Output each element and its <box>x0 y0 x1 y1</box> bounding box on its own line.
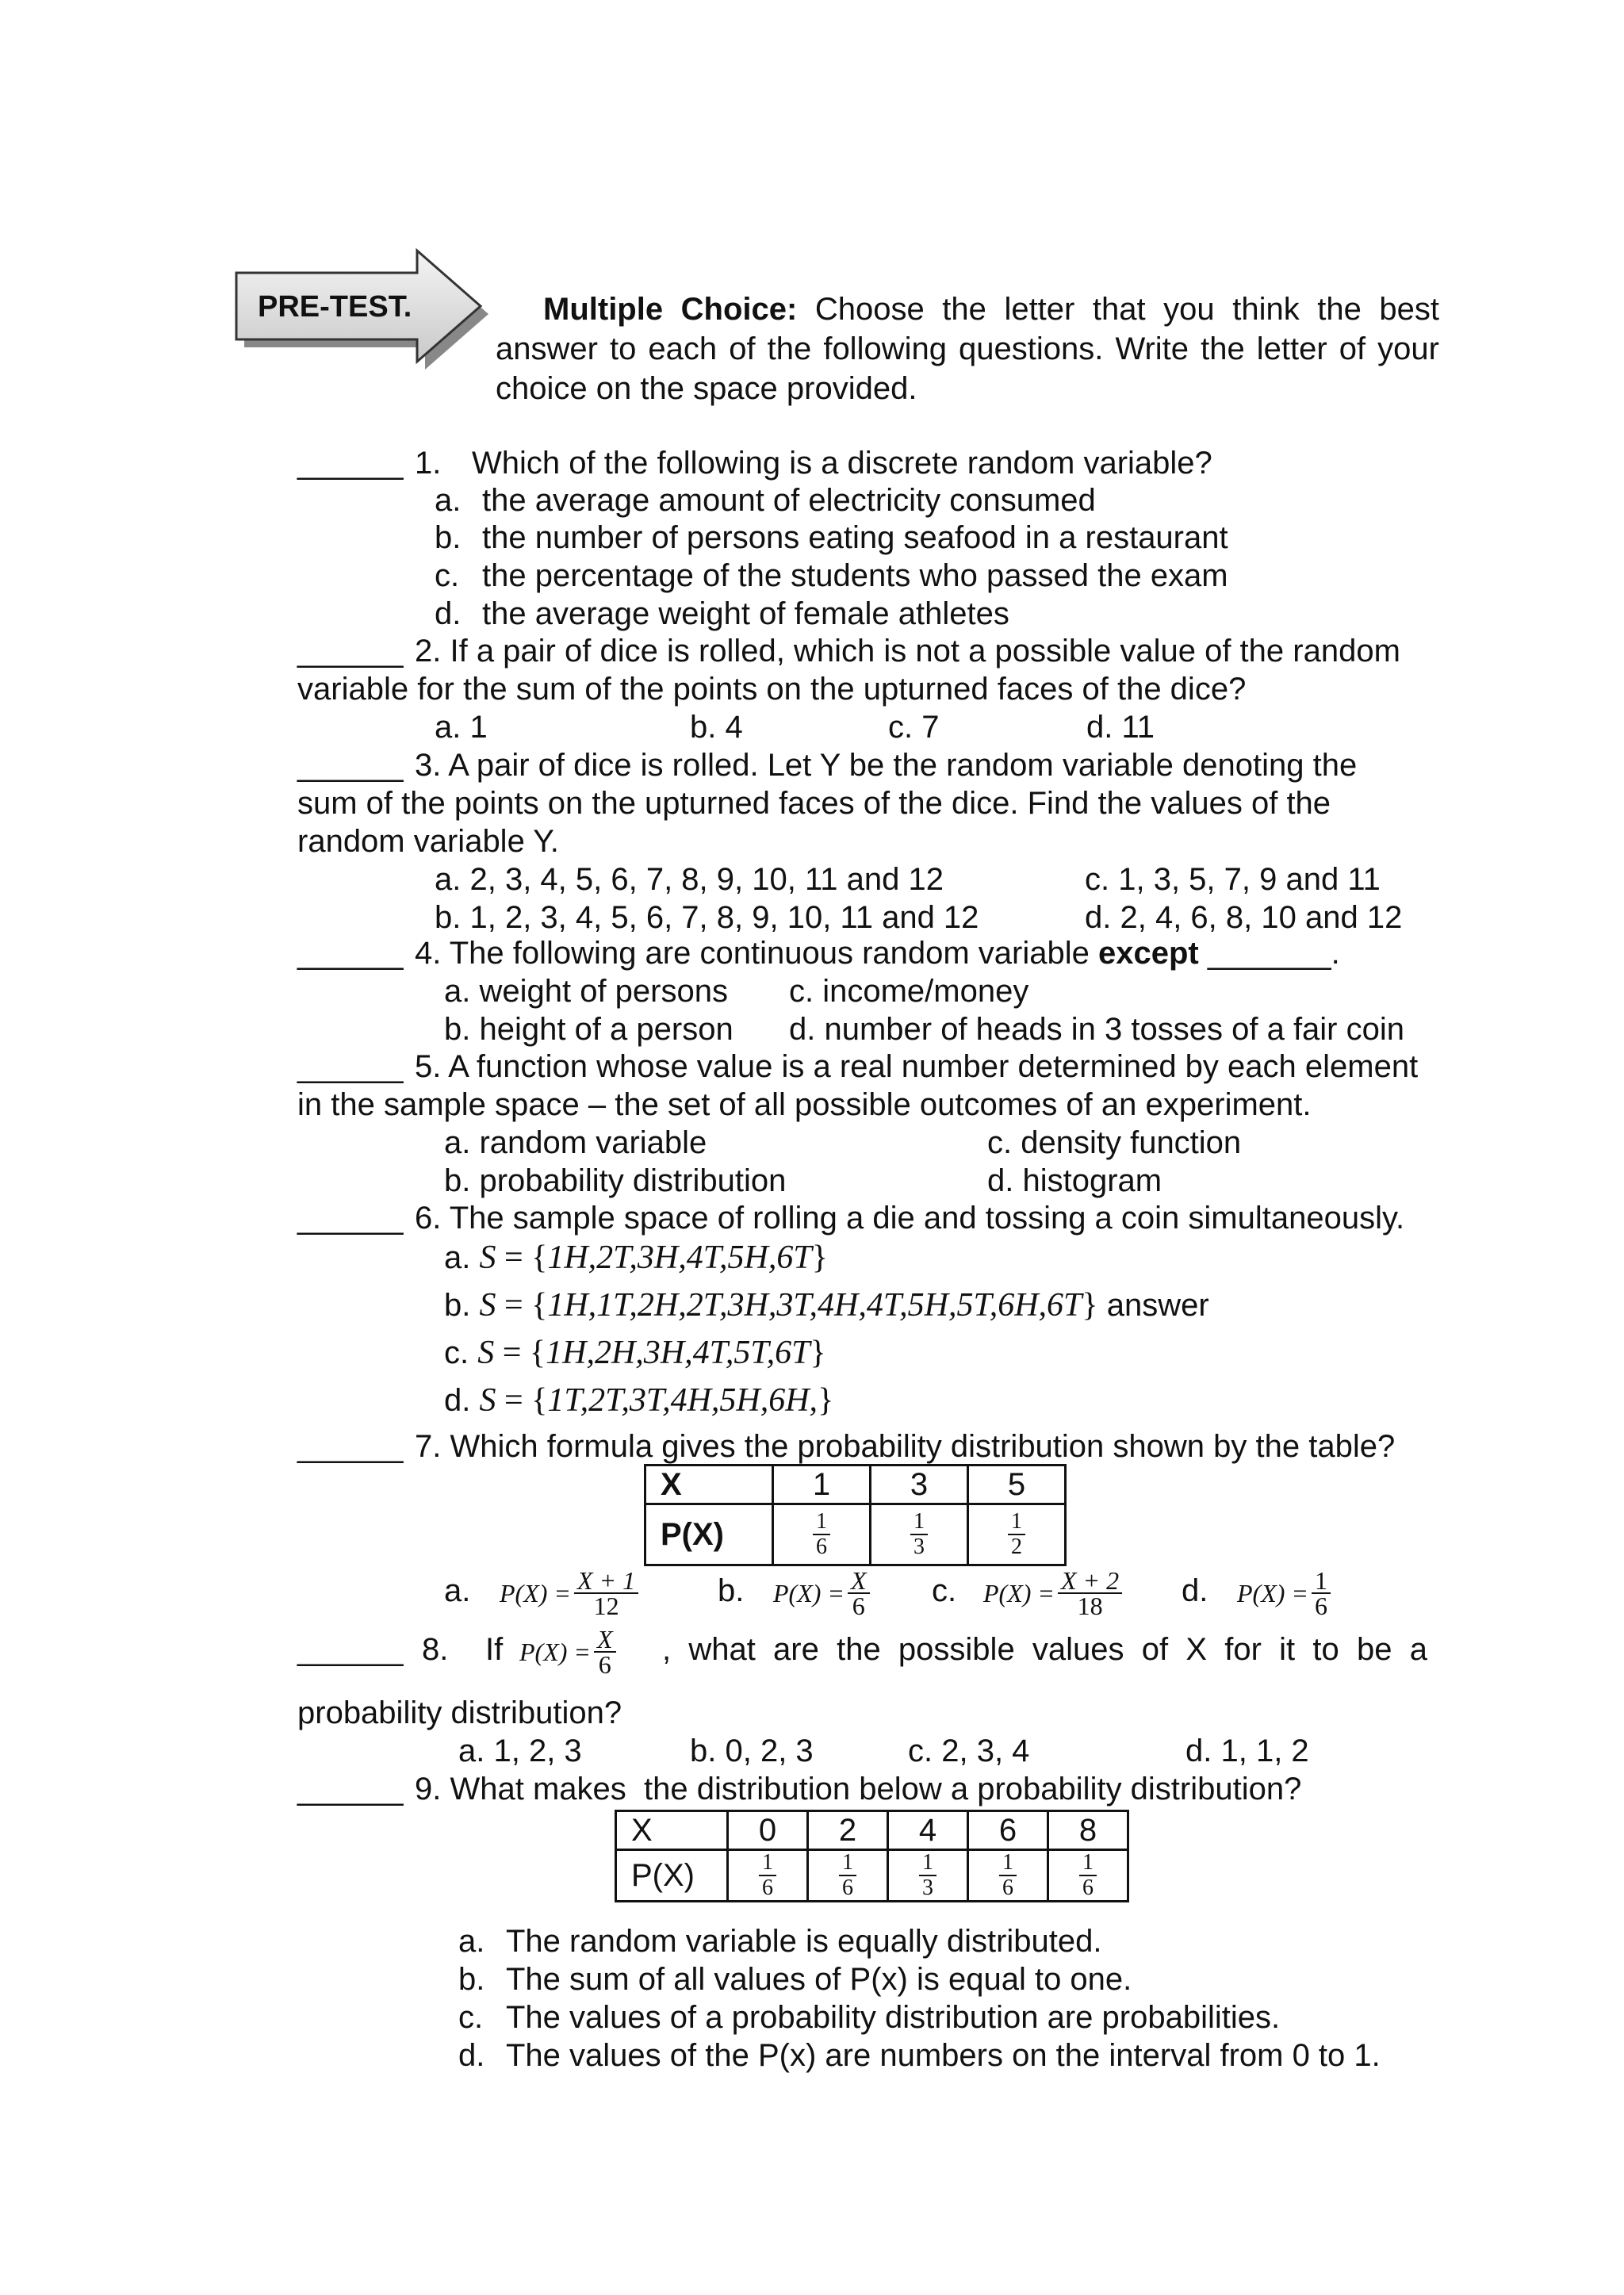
q7-p-numerator: 1 <box>1008 1510 1025 1535</box>
q6-option-d-letter: d. <box>444 1383 471 1418</box>
q4-question-except: except <box>1098 936 1199 971</box>
q9-p-denominator: 3 <box>922 1875 933 1900</box>
q9-p-numerator: 1 <box>999 1851 1017 1876</box>
q9-p-numerator: 1 <box>1079 1851 1097 1876</box>
q7-probability-table <box>644 1464 1067 1566</box>
q9-table-p-value <box>728 1850 808 1902</box>
q9-blank[interactable]: ______ <box>297 1772 404 1806</box>
q8-px-label: P(X) = <box>519 1637 591 1666</box>
q9-table-x-value: 4 <box>888 1811 968 1850</box>
q5-option-a: a. random variable <box>444 1125 707 1160</box>
q9-option-d-letter: d. <box>458 2038 485 2073</box>
q2-option-d: d. 11 <box>1086 710 1155 745</box>
q8-denominator: 6 <box>598 1650 611 1679</box>
q9-table-x-value: 8 <box>1048 1811 1128 1850</box>
q7-table-p-label: P(X) <box>645 1504 773 1565</box>
q7-px-label: P(X) = <box>983 1578 1055 1607</box>
q4-question-text: 4. The following are continuous random variable <box>415 936 1090 971</box>
q8-numerator: X <box>594 1627 616 1653</box>
q6-option-a <box>444 1239 828 1277</box>
q5-blank[interactable]: ______ <box>297 1049 404 1084</box>
q8-question: , what are the possible values of X for it to be a <box>662 1632 1427 1667</box>
q4-question-tail: _______. <box>1207 936 1340 971</box>
q8-number: 8. <box>422 1632 449 1667</box>
q7-table-p-value <box>968 1504 1066 1565</box>
instructions <box>496 289 1439 408</box>
instructions-line1: Choose the letter that you think the best <box>814 292 1439 327</box>
q7-blank[interactable]: ______ <box>297 1429 404 1464</box>
q7-table-p-row <box>645 1504 1066 1565</box>
q6-option-b-set: S = {1H,1T,2H,2T,3H,3T,4H,4T,5H,5T,6H,6T} <box>479 1287 1098 1324</box>
q7-option-a-numerator: X + 1 <box>574 1569 638 1594</box>
q9-table-x-value: 2 <box>808 1811 888 1850</box>
q6-option-c-letter: c. <box>444 1335 469 1370</box>
q2-option-b: b. 4 <box>690 710 743 745</box>
instructions-line2: answer to each of the following questions. Write the letter of your <box>496 331 1439 366</box>
q7-option-d-letter: d. <box>1182 1573 1208 1608</box>
q4-option-a: a. weight of persons <box>444 974 728 1009</box>
q7-p-numerator: 1 <box>813 1510 830 1535</box>
q8-option-b: b. 0, 2, 3 <box>690 1734 814 1768</box>
q6-blank[interactable]: ______ <box>297 1201 404 1236</box>
q9-table-p-row <box>616 1850 1128 1902</box>
q7-table-x-row <box>645 1466 1066 1504</box>
q7-option-b-numerator: X <box>848 1569 870 1594</box>
q3-option-c: c. 1, 3, 5, 7, 9 and 11 <box>1085 862 1381 897</box>
q8-if: If <box>485 1632 504 1667</box>
q7-p-denominator: 3 <box>914 1534 925 1559</box>
q7-option-c-denominator: 18 <box>1077 1592 1103 1620</box>
q3-question-line3: random variable Y. <box>297 824 559 859</box>
q4-question <box>415 934 1340 972</box>
q6-answer-note: answer <box>1106 1288 1209 1323</box>
q1-option-c: the percentage of the students who passed the exam <box>482 558 1228 593</box>
q3-option-d: d. 2, 4, 6, 8, 10 and 12 <box>1085 900 1403 935</box>
q1-option-a: the average amount of electricity consumed <box>482 483 1096 518</box>
instructions-lead: Multiple Choice: <box>543 292 798 327</box>
q6-option-c <box>444 1334 826 1372</box>
q9-distribution-table <box>615 1810 1129 1902</box>
q7-option-a-letter: a. <box>444 1573 471 1608</box>
q7-table-p-value <box>871 1504 968 1565</box>
q7-table-x-value: 5 <box>968 1466 1066 1504</box>
q5-question-line2: in the sample space – the set of all possible outcomes of an experiment. <box>297 1087 1312 1122</box>
q9-table-x-value: 0 <box>728 1811 808 1850</box>
q4-option-c: c. income/money <box>789 974 1029 1009</box>
q7-table-x-value: 3 <box>871 1466 968 1504</box>
q3-option-a: a. 2, 3, 4, 5, 6, 7, 8, 9, 10, 11 and 12 <box>435 862 944 897</box>
q9-table-x-row <box>616 1811 1128 1850</box>
q4-option-d: d. number of heads in 3 tosses of a fair coin <box>789 1012 1404 1047</box>
pre-test-label: PRE-TEST. <box>258 290 412 324</box>
q7-option-d-formula <box>1237 1566 1334 1620</box>
q7-p-denominator: 6 <box>816 1534 827 1559</box>
q7-px-label: P(X) = <box>773 1578 845 1607</box>
q9-p-denominator: 6 <box>762 1875 773 1900</box>
q8-option-a: a. 1, 2, 3 <box>458 1734 582 1768</box>
q7-p-denominator: 2 <box>1011 1534 1022 1559</box>
q8-question-line2: probability distribution? <box>297 1695 622 1730</box>
q2-option-c: c. 7 <box>888 710 940 745</box>
q5-option-b: b. probability distribution <box>444 1163 787 1198</box>
q6-option-a-set-elements: 1H,2T,3H,4T,5H,6T <box>547 1239 812 1276</box>
q2-blank[interactable]: ______ <box>297 634 404 669</box>
q6-option-b-set-elements: 1H,1T,2H,2T,3H,3T,4H,4T,5H,5T,6H,6T <box>547 1287 1082 1324</box>
q8-option-d: d. 1, 1, 2 <box>1185 1734 1309 1768</box>
q6-option-a-set: S = {1H,2T,3H,4T,5H,6T} <box>479 1239 828 1276</box>
q7-option-d-numerator: 1 <box>1312 1569 1331 1594</box>
q6-option-a-letter: a. <box>444 1240 471 1275</box>
q7-table-x-label: X <box>645 1466 773 1504</box>
q9-table-p-value <box>808 1850 888 1902</box>
q9-option-d: The values of the P(x) are numbers on the interval from 0 to 1. <box>506 2038 1381 2073</box>
q7-px-label: P(X) = <box>500 1578 571 1607</box>
q1-question: Which of the following is a discrete random variable? <box>472 446 1212 481</box>
q3-option-b: b. 1, 2, 3, 4, 5, 6, 7, 8, 9, 10, 11 and 12 <box>435 900 979 935</box>
q6-option-d-set: S = {1T,2T,3T,4H,5H,6H,} <box>479 1382 834 1419</box>
q6-option-c-set-elements: 1H,2H,3H,4T,5T,6T <box>546 1335 810 1371</box>
q4-option-b: b. height of a person <box>444 1012 733 1047</box>
q5-option-d: d. histogram <box>987 1163 1162 1198</box>
q6-option-b-letter: b. <box>444 1288 471 1323</box>
q9-p-numerator: 1 <box>759 1851 776 1876</box>
q7-option-b-formula <box>773 1566 873 1620</box>
instructions-line3: choice on the space provided. <box>496 371 917 406</box>
q9-option-a: The random variable is equally distributed. <box>506 1924 1102 1959</box>
q7-question: 7. Which formula gives the probability distribution shown by the table? <box>415 1429 1396 1464</box>
q8-blank[interactable]: ______ <box>297 1632 404 1667</box>
q6-option-d-set-elements: 1T,2T,3T,4H,5H,6H, <box>547 1382 818 1419</box>
q6-option-d <box>444 1381 833 1420</box>
q7-table-p-value <box>773 1504 871 1565</box>
q9-p-denominator: 6 <box>842 1875 853 1900</box>
q4-blank[interactable]: ______ <box>297 936 404 971</box>
q7-p-numerator: 1 <box>910 1510 928 1535</box>
q7-table-x-value: 1 <box>773 1466 871 1504</box>
q8-option-c: c. 2, 3, 4 <box>908 1734 1030 1768</box>
q9-table-x-value: 6 <box>968 1811 1048 1850</box>
q7-option-b-denominator: 6 <box>852 1592 865 1620</box>
q9-table-p-value <box>1048 1850 1128 1902</box>
q7-option-d-denominator: 6 <box>1315 1592 1327 1620</box>
q9-p-numerator: 1 <box>839 1851 856 1876</box>
q1-option-d-letter: d. <box>435 596 462 631</box>
q9-option-b: The sum of all values of P(x) is equal to one. <box>506 1962 1132 1997</box>
q1-number: 1. <box>415 446 442 481</box>
q1-option-b: the number of persons eating seafood in a restaurant <box>482 520 1228 555</box>
q5-option-c: c. density function <box>987 1125 1242 1160</box>
q3-question-line2: sum of the points on the upturned faces of the dice. Find the values of the <box>297 786 1331 821</box>
q3-question-line1: 3. A pair of dice is rolled. Let Y be the random variable denoting the <box>415 748 1358 783</box>
q9-option-b-letter: b. <box>458 1962 485 1997</box>
q7-px-label: P(X) = <box>1237 1578 1308 1607</box>
q9-table-p-value <box>888 1850 968 1902</box>
q1-option-d: the average weight of female athletes <box>482 596 1009 631</box>
q9-table-p-label: P(X) <box>616 1850 728 1902</box>
q7-option-b-letter: b. <box>718 1573 745 1608</box>
q9-p-numerator: 1 <box>919 1851 936 1876</box>
q7-option-c-letter: c. <box>932 1573 957 1608</box>
q3-blank[interactable]: ______ <box>297 748 404 783</box>
q7-option-a-denominator: 12 <box>593 1592 619 1620</box>
q9-option-c-letter: c. <box>458 2000 484 2035</box>
q1-option-b-letter: b. <box>435 520 462 555</box>
q5-question-line1: 5. A function whose value is a real number determined by each element <box>415 1049 1419 1084</box>
q2-option-a: a. 1 <box>435 710 488 745</box>
q1-option-a-letter: a. <box>435 483 462 518</box>
q2-question-line1: 2. If a pair of dice is rolled, which is not a possible value of the random <box>415 634 1400 669</box>
q7-option-a-formula <box>500 1566 642 1620</box>
q9-question: 9. What makes the distribution below a probability distribution? <box>415 1772 1302 1806</box>
q1-blank[interactable]: ______ <box>297 446 404 481</box>
q6-question: 6. The sample space of rolling a die and tossing a coin simultaneously. <box>415 1201 1405 1236</box>
q7-option-c-formula <box>983 1566 1125 1620</box>
q8-formula <box>519 1625 619 1679</box>
q9-p-denominator: 6 <box>1002 1875 1013 1900</box>
q7-option-c-numerator: X + 2 <box>1058 1569 1122 1594</box>
q1-option-c-letter: c. <box>435 558 460 593</box>
q6-option-b <box>444 1286 1209 1324</box>
q9-table-p-value <box>968 1850 1048 1902</box>
q6-option-c-set: S = {1H,2H,3H,4T,5T,6T} <box>477 1335 826 1371</box>
q9-p-denominator: 6 <box>1082 1875 1094 1900</box>
q9-option-c: The values of a probability distribution are probabilities. <box>506 2000 1281 2035</box>
q9-table-x-label: X <box>616 1811 728 1850</box>
q2-question-line2: variable for the sum of the points on the upturned faces of the dice? <box>297 672 1247 707</box>
q9-option-a-letter: a. <box>458 1924 485 1959</box>
